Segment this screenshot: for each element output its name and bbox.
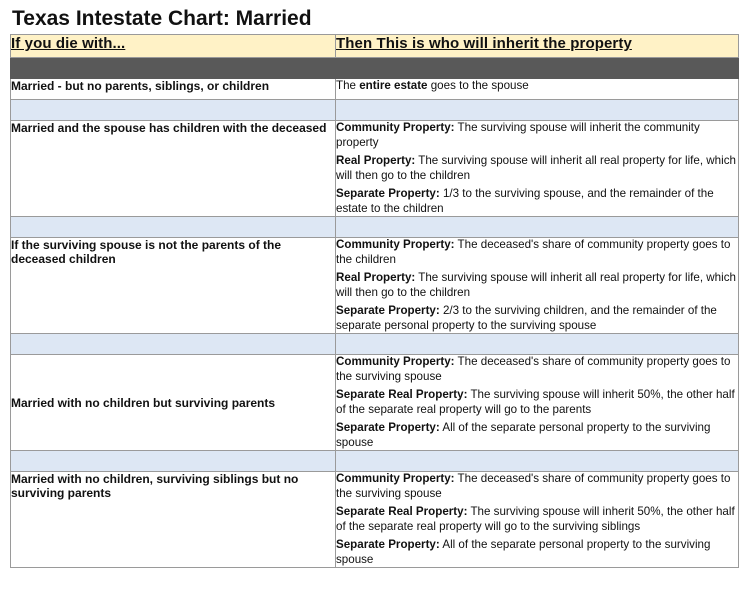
table-row — [11, 472, 739, 568]
spacer-row — [11, 217, 739, 238]
inheritance-item — [336, 121, 738, 150]
inheritance-item — [336, 472, 738, 501]
spacer-cell — [11, 100, 336, 121]
spacer-row — [11, 451, 739, 472]
spacer-cell — [11, 334, 336, 355]
inheritance-text: goes to the spouse — [427, 79, 529, 92]
item-label: Real Property: — [336, 271, 416, 284]
item-text: The deceased's share of community property goes to the children — [336, 238, 731, 266]
item-text: The deceased's share of community property goes to the surviving spouse — [336, 472, 731, 500]
item-label: Community Property: — [336, 238, 455, 251]
item-text: The surviving spouse will inherit the community property — [336, 121, 700, 149]
inheritance-item — [336, 271, 738, 300]
spacer-cell — [336, 334, 739, 355]
inheritance-item — [336, 538, 738, 567]
item-text: The surviving spouse will inherit 50%, the other half of the separate real property will go to the parents — [336, 388, 735, 416]
situation-cell: Married and the spouse has children with the deceased — [11, 121, 336, 217]
situation-cell: Married with no children, surviving siblings but no surviving parents — [11, 472, 336, 568]
spacer-cell — [11, 217, 336, 238]
item-text: 1/3 to the surviving spouse, and the remainder of the estate to the children — [336, 187, 714, 215]
item-text: The surviving spouse will inherit all real property for life, which will then go to the children — [336, 154, 736, 182]
spacer-cell — [336, 100, 739, 121]
item-text: The surviving spouse will inherit all real property for life, which will then go to the children — [336, 271, 736, 299]
item-label: Separate Real Property: — [336, 505, 468, 518]
spacer-row — [11, 334, 739, 355]
item-label: Separate Property: — [336, 187, 440, 200]
inheritance-cell — [336, 238, 739, 334]
separator-row-dark — [11, 58, 739, 79]
page-title: Texas Intestate Chart: Married — [12, 7, 312, 30]
item-label: Separate Real Property: — [336, 388, 468, 401]
item-text: The surviving spouse will inherit 50%, the other half of the separate real property will go to the surviving siblings — [336, 505, 735, 533]
item-label: Community Property: — [336, 355, 455, 368]
inheritance-item — [336, 238, 738, 267]
inheritance-item — [336, 187, 738, 216]
table-row — [11, 355, 739, 451]
header-col1-label: If you die with... — [11, 35, 126, 52]
inheritance-item — [336, 505, 738, 534]
spacer-cell — [336, 217, 739, 238]
inheritance-cell — [336, 121, 739, 217]
header-row — [11, 35, 739, 58]
separator-cell — [11, 58, 336, 79]
item-label: Separate Property: — [336, 421, 440, 434]
item-label: Separate Property: — [336, 538, 440, 551]
table-row — [11, 238, 739, 334]
inheritance-item — [336, 355, 738, 384]
table-row — [11, 79, 739, 100]
situation-cell: Married - but no parents, siblings, or children — [11, 79, 336, 100]
separator-cell — [336, 58, 739, 79]
item-text: All of the separate personal property to the surviving spouse — [336, 421, 711, 449]
inheritance-item — [336, 304, 738, 333]
item-label: Community Property: — [336, 121, 455, 134]
inheritance-bold-text: entire estate — [359, 79, 428, 92]
inheritance-cell — [336, 79, 739, 100]
header-col2 — [336, 35, 739, 58]
header-col1 — [11, 35, 336, 58]
intestate-table — [10, 34, 739, 568]
situation-cell: If the surviving spouse is not the parents of the deceased children — [11, 238, 336, 334]
inheritance-item — [336, 421, 738, 450]
spacer-cell — [11, 451, 336, 472]
item-label: Separate Property: — [336, 304, 440, 317]
spacer-row — [11, 100, 739, 121]
inheritance-item — [336, 388, 738, 417]
table-row — [11, 121, 739, 217]
inheritance-cell — [336, 472, 739, 568]
spacer-cell — [336, 451, 739, 472]
item-text: All of the separate personal property to the surviving spouse — [336, 538, 711, 566]
item-label: Real Property: — [336, 154, 416, 167]
inheritance-item — [336, 154, 738, 183]
inheritance-text: The — [336, 79, 360, 92]
item-label: Community Property: — [336, 472, 455, 485]
situation-cell: Married with no children but surviving parents — [11, 355, 336, 451]
header-col2-label: Then This is who will inherit the property — [336, 35, 632, 52]
item-text: The deceased's share of community property goes to the surviving spouse — [336, 355, 731, 383]
item-text: 2/3 to the surviving children, and the remainder of the separate personal property to the surviving spouse — [336, 304, 717, 332]
inheritance-cell — [336, 355, 739, 451]
